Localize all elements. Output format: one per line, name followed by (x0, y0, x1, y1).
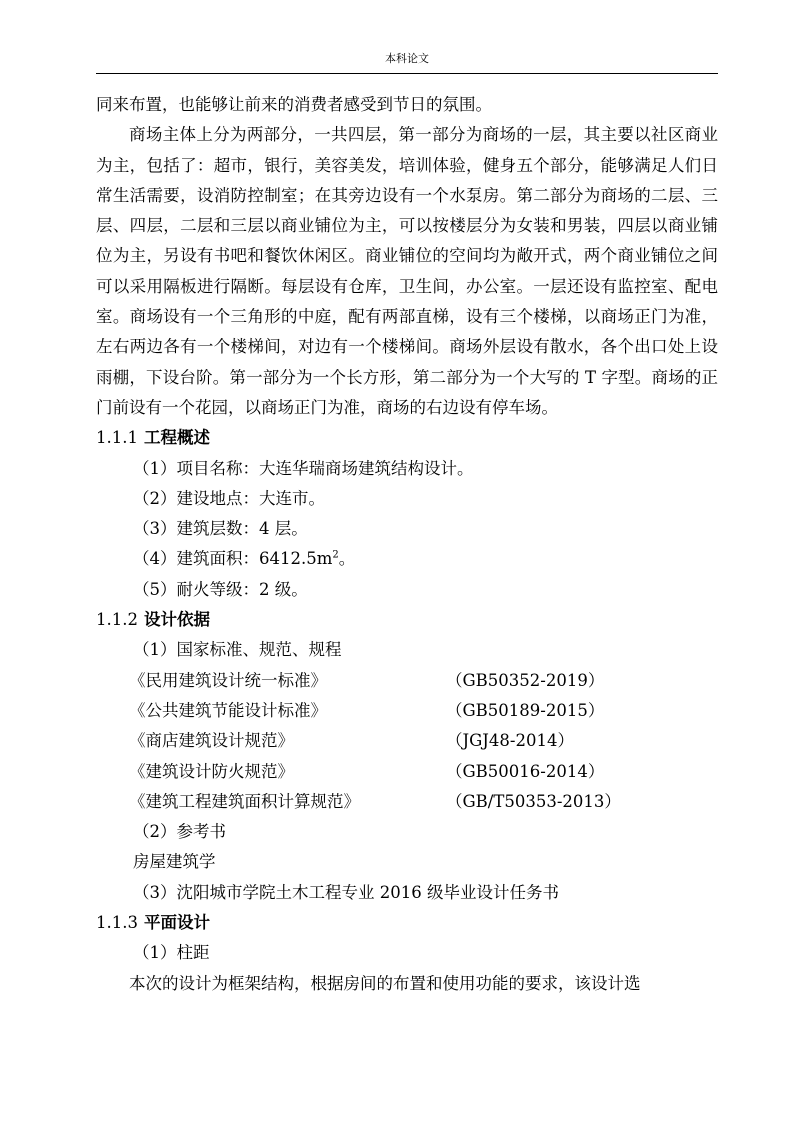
area-text: （4）建筑面积：6412.5m (133, 549, 333, 569)
section-heading-1-1-2 (96, 605, 718, 635)
list-item: （3）建筑层数：4 层。 (133, 519, 308, 539)
list-item: （2）建设地点：大连市。 (133, 488, 325, 508)
section-number: 1.1.2 (96, 610, 138, 630)
list-item: （1）项目名称：大连华瑞商场建筑结构设计。 (133, 458, 474, 478)
reference-code: （GB50016-2014） (446, 761, 605, 781)
list-item: （2）参考书 (133, 822, 226, 842)
reference-book: 房屋建筑学 (133, 852, 216, 872)
reference-row (96, 726, 718, 756)
list-item: （1）柱距 (133, 943, 210, 963)
section-title: 设计依据 (143, 610, 210, 630)
body-text: 本次的设计为框架结构，根据房间的布置和使用功能的要求，该设计选 (129, 973, 641, 993)
list-item: （1）国家标准、规范、规程 (133, 640, 342, 660)
reference-code: （GB/T50353-2013） (446, 791, 621, 811)
section-heading-1-1-1 (96, 423, 718, 453)
reference-row (96, 787, 718, 817)
intro-line: 同来布置，也能够让前来的消费者感受到节日的氛围。 (96, 95, 492, 114)
page-header: 本科论文 (385, 52, 429, 65)
list-item: （3）沈阳城市学院土木工程专业 2016 级毕业设计任务书 (133, 882, 559, 902)
reference-title: 《公共建筑节能设计标准》 (129, 700, 327, 720)
reference-title: 《商店建筑设计规范》 (129, 731, 294, 751)
header-rule (96, 73, 718, 74)
page-body (96, 90, 718, 999)
section-title: 工程概述 (143, 428, 210, 448)
reference-code: （GB50189-2015） (446, 700, 605, 720)
section-number: 1.1.3 (96, 913, 138, 933)
area-superscript: 2 (332, 549, 339, 561)
area-suffix: 。 (338, 549, 356, 569)
section-heading-1-1-3 (96, 908, 718, 938)
list-item: （5）耐火等级：2 级。 (133, 579, 308, 599)
intro-paragraph: 商场主体上分为两部分，一共四层，第一部分为商场的一层，其主要以社区商业为主，包括了：超市，银行，美容美发，培训体验，健身五个部分，能够满足人们日常生活需要，设消防控制室；在其旁边设有一个水泵房。第二部分为商场的二层、三层、四层，二层和三层以商业铺位为主，可以按楼层分为女装和男装，四层以商业铺位为主，另设有书吧和餐饮休闲区。商业铺位的空间均为敞开式，两个商业铺位之间可以采用隔板进行隔断。每层设有仓库，卫生间，办公室。一层还设有监控室、配电室。商场设有一个三角形的中庭，配有两部直梯，设有三个楼梯，以商场正门为准，左右两边各有一个楼梯间，对边有一个楼梯间。商场外层设有散水，各个出口处上设雨棚，下设台阶。第一部分为一个长方形，第二部分为一个大写的 T 字型。商场的正门前设有一个花园，以商场正门为准，商场的右边设有停车场。 (96, 125, 718, 417)
reference-title: 《建筑设计防火规范》 (129, 761, 294, 781)
reference-code: （JGJ48-2014） (446, 731, 574, 751)
reference-code: （GB50352-2019） (446, 670, 605, 690)
reference-row (96, 757, 718, 787)
list-item-area (96, 544, 718, 574)
section-number: 1.1.1 (96, 428, 138, 448)
section-title: 平面设计 (143, 913, 210, 933)
reference-title: 《建筑工程建筑面积计算规范》 (129, 791, 360, 811)
reference-row (96, 696, 718, 726)
reference-title: 《民用建筑设计统一标准》 (129, 670, 327, 690)
reference-row (96, 666, 718, 696)
